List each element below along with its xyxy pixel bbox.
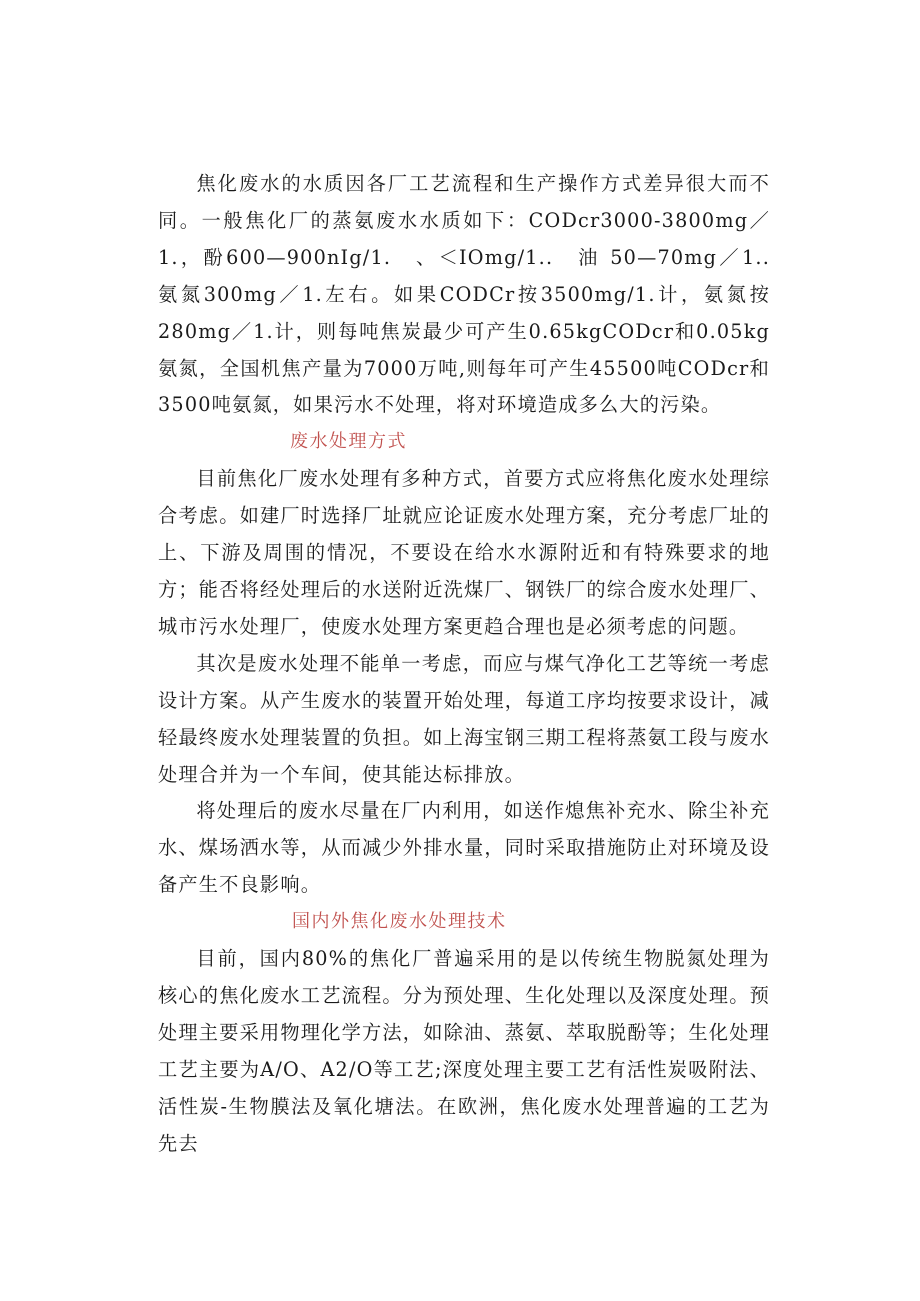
section-heading-treatment-methods: 废水处理方式 — [290, 431, 407, 453]
paragraph-site-selection: 目前焦化厂废水处理有多种方式，首要方式应将焦化废水处理综合考虑。如建厂时选择厂址就应论证废水处理方案，充分考虑厂址的上、下游及周围的情况，不要设在给水水源附近和有特殊要求的地方；能否将经处理后的水送附近洗煤厂、钢铁厂的综合废水处理厂、城市污水处理厂，使废水处理方案更趋合理也是必须考虑的问题。 — [158, 467, 770, 638]
section-heading-domestic-foreign-tech: 国内外焦化废水处理技术 — [292, 911, 507, 933]
paragraph-water-reuse: 将处理后的废水尽量在厂内利用，如送作熄焦补充水、除尘补充水、煤场洒水等，从而减少外排水量，同时采取措施防止对环境及设备产生不良影响。 — [158, 799, 770, 897]
paragraph-water-quality: 焦化废水的水质因各厂工艺流程和生产操作方式差异很大而不同。一般焦化厂的蒸氨废水水质如下：CODcr3000-3800mg／1.，酚600—900nIg/1. 、＜IOmg/1.. 油 50—70mg／1.. 氨氮300mg／1.左右。如果CODCr按3500mg/1.计，氨氮按280mg／1.计，则每吨焦炭最少可产生0.65kgCODcr和0.05kg氨氮，全国机焦产量为7000万吨,则每年可产生45500吨CODcr和3500吨氨氮，如果污水不处理，将对环境造成多么大的污染。 — [158, 172, 791, 417]
paragraph-unified-design: 其次是废水处理不能单一考虑，而应与煤气净化工艺等统一考虑设计方案。从产生废水的装置开始处理，每道工序均按要求设计，减轻最终废水处理装置的负担。如上海宝钢三期工程将蒸氨工段与废水处理合并为一个车间，使其能达标排放。 — [158, 651, 770, 786]
paragraph-process-flow: 目前，国内80%的焦化厂普遍采用的是以传统生物脱氮处理为核心的焦化废水工艺流程。分为预处理、生化处理以及深度处理。预处理主要采用物理化学方法，如除油、蒸氨、萃取脱酚等；生化处理工艺主要为A/O、A2/O等工艺;深度处理主要工艺有活性炭吸附法、活性炭-生物膜法及氧化塘法。在欧洲，焦化废水处理普遍的工艺为先去 — [158, 947, 770, 1155]
document-page — [158, 166, 791, 1162]
